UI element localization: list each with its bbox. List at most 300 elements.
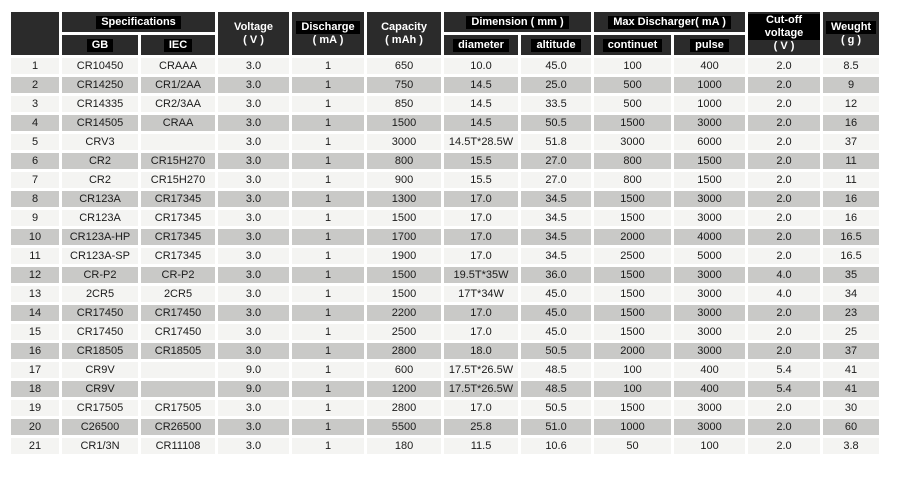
data-cell: 100 [594, 362, 671, 378]
data-cell: 1 [292, 419, 364, 435]
data-cell: 2.0 [748, 400, 820, 416]
row-number-cell: 15 [11, 324, 59, 340]
table-row [11, 172, 879, 188]
data-cell: CR17505 [62, 400, 138, 416]
row-number-cell: 11 [11, 248, 59, 264]
data-cell: 500 [594, 96, 671, 112]
data-cell: 500 [594, 77, 671, 93]
data-cell: 48.5 [521, 381, 591, 397]
data-cell: CRV3 [62, 134, 138, 150]
data-cell: 4.0 [748, 267, 820, 283]
table-row [11, 77, 879, 93]
data-cell: 19.5T*35W [444, 267, 518, 283]
data-cell: 1500 [594, 305, 671, 321]
data-cell: 25 [823, 324, 879, 340]
data-cell: 1500 [594, 400, 671, 416]
table-row [11, 438, 879, 454]
data-cell: 1 [292, 191, 364, 207]
data-cell: 3000 [674, 324, 745, 340]
table-row [11, 400, 879, 416]
iec-label: IEC [164, 39, 192, 52]
data-cell: 34.5 [521, 229, 591, 245]
table-row [11, 153, 879, 169]
data-cell: 3.0 [218, 115, 289, 131]
data-cell: 1500 [594, 324, 671, 340]
table-body [11, 58, 879, 454]
data-cell: 800 [367, 153, 441, 169]
data-cell: 2.0 [748, 96, 820, 112]
data-cell: 1 [292, 324, 364, 340]
data-cell: 50.5 [521, 115, 591, 131]
data-cell: 1000 [674, 96, 745, 112]
gb-label: GB [87, 39, 114, 52]
data-cell: 1 [292, 381, 364, 397]
data-cell: CR9V [62, 362, 138, 378]
data-cell: 1 [292, 172, 364, 188]
data-cell: 34.5 [521, 248, 591, 264]
data-cell: 3000 [594, 134, 671, 150]
data-cell: 25.0 [521, 77, 591, 93]
weight-header [823, 12, 879, 55]
voltage-label: Voltage [234, 20, 273, 33]
data-cell: 3.0 [218, 267, 289, 283]
data-cell: 1 [292, 58, 364, 74]
data-cell: 1 [292, 115, 364, 131]
data-cell: 1500 [674, 172, 745, 188]
data-cell: 45.0 [521, 58, 591, 74]
table-row [11, 419, 879, 435]
row-number-cell: 16 [11, 343, 59, 359]
data-cell: 2CR5 [62, 286, 138, 302]
data-cell: 1 [292, 400, 364, 416]
data-cell: CR9V [62, 381, 138, 397]
data-cell: 850 [367, 96, 441, 112]
diameter-subheader [444, 35, 518, 55]
data-cell: 36.0 [521, 267, 591, 283]
data-cell: 4.0 [748, 286, 820, 302]
table-row [11, 286, 879, 302]
data-cell: 180 [367, 438, 441, 454]
data-cell: 2500 [367, 324, 441, 340]
data-cell: 900 [367, 172, 441, 188]
continuet-subheader [594, 35, 671, 55]
data-cell: 6000 [674, 134, 745, 150]
data-cell: 11 [823, 172, 879, 188]
data-cell: CR2/3AA [141, 96, 215, 112]
data-cell: CR123A [62, 191, 138, 207]
data-cell: 2000 [594, 343, 671, 359]
data-cell: 17.5T*26.5W [444, 381, 518, 397]
data-cell: CR14335 [62, 96, 138, 112]
data-cell: 1500 [367, 210, 441, 226]
data-cell: 2CR5 [141, 286, 215, 302]
data-cell: 1 [292, 438, 364, 454]
table-row [11, 362, 879, 378]
data-cell: 3000 [674, 210, 745, 226]
data-cell: 23 [823, 305, 879, 321]
data-cell: CR26500 [141, 419, 215, 435]
data-cell: 5.4 [748, 362, 820, 378]
data-cell: 17.0 [444, 305, 518, 321]
data-cell: 2.0 [748, 438, 820, 454]
data-cell: 48.5 [521, 362, 591, 378]
data-cell: 3.0 [218, 96, 289, 112]
data-cell: 5000 [674, 248, 745, 264]
altitude-label: altitude [531, 39, 580, 52]
data-cell: 15.5 [444, 153, 518, 169]
data-cell [141, 134, 215, 150]
data-cell: CR2 [62, 172, 138, 188]
discharge-unit: ( mA ) [312, 33, 344, 46]
data-cell: CR18505 [62, 343, 138, 359]
row-number-cell: 19 [11, 400, 59, 416]
data-cell: 600 [367, 362, 441, 378]
data-cell: 1500 [594, 210, 671, 226]
data-cell: CR1/3N [62, 438, 138, 454]
data-cell: 1500 [367, 286, 441, 302]
data-cell [141, 362, 215, 378]
data-cell: 14.5 [444, 115, 518, 131]
table-row [11, 305, 879, 321]
capacity-unit: ( mAh ) [385, 33, 423, 46]
data-cell: 1 [292, 362, 364, 378]
data-cell: 34 [823, 286, 879, 302]
data-cell: 3000 [674, 191, 745, 207]
data-cell: 2.0 [748, 343, 820, 359]
data-cell: 1 [292, 305, 364, 321]
data-cell: CR14250 [62, 77, 138, 93]
data-cell: CR-P2 [62, 267, 138, 283]
data-cell: 2.0 [748, 324, 820, 340]
data-cell: 3000 [674, 286, 745, 302]
data-cell: CR123A-SP [62, 248, 138, 264]
data-cell: 17.0 [444, 324, 518, 340]
gb-subheader [62, 35, 138, 55]
data-cell: 16 [823, 115, 879, 131]
altitude-subheader [521, 35, 591, 55]
data-cell: CR10450 [62, 58, 138, 74]
data-cell: 2800 [367, 400, 441, 416]
row-number-cell: 12 [11, 267, 59, 283]
data-cell: 3000 [674, 115, 745, 131]
row-number-cell: 14 [11, 305, 59, 321]
max-discharger-label: Max Discharger( mA ) [608, 16, 731, 29]
data-cell: 15.5 [444, 172, 518, 188]
table-row [11, 96, 879, 112]
discharge-header [292, 12, 364, 55]
data-cell: 1500 [674, 153, 745, 169]
row-number-cell: 5 [11, 134, 59, 150]
specifications-label: Specifications [96, 16, 181, 29]
data-cell: 18.0 [444, 343, 518, 359]
row-number-cell: 6 [11, 153, 59, 169]
data-cell: 45.0 [521, 286, 591, 302]
table-row [11, 324, 879, 340]
data-cell: 33.5 [521, 96, 591, 112]
data-cell: 34.5 [521, 210, 591, 226]
row-number-cell: 8 [11, 191, 59, 207]
data-cell: 2.0 [748, 210, 820, 226]
data-cell: 35 [823, 267, 879, 283]
row-number-cell: 18 [11, 381, 59, 397]
data-cell: 3.0 [218, 419, 289, 435]
table-row [11, 381, 879, 397]
data-cell: 17.0 [444, 229, 518, 245]
data-cell: CR17450 [62, 324, 138, 340]
data-cell: 3000 [674, 305, 745, 321]
data-cell: 5.4 [748, 381, 820, 397]
data-cell: CR15H270 [141, 172, 215, 188]
data-cell: 41 [823, 362, 879, 378]
data-cell: 3000 [674, 419, 745, 435]
data-cell: CR17450 [141, 305, 215, 321]
row-number-cell: 4 [11, 115, 59, 131]
data-cell: 1200 [367, 381, 441, 397]
data-cell: 30 [823, 400, 879, 416]
cutoff-voltage-header [748, 12, 820, 55]
data-cell: 2800 [367, 343, 441, 359]
data-cell: 27.0 [521, 172, 591, 188]
table-row [11, 267, 879, 283]
data-cell: 1 [292, 77, 364, 93]
table-row [11, 58, 879, 74]
data-cell: CR17450 [62, 305, 138, 321]
pulse-subheader [674, 35, 745, 55]
continuet-label: continuet [603, 39, 663, 52]
data-cell: 2.0 [748, 419, 820, 435]
table-row [11, 115, 879, 131]
data-cell: 14.5 [444, 77, 518, 93]
cutoff-voltage-unit: ( V ) [773, 40, 795, 52]
data-cell: 16.5 [823, 248, 879, 264]
data-cell: 51.0 [521, 419, 591, 435]
dimension-header [444, 12, 591, 32]
row-number-cell: 13 [11, 286, 59, 302]
data-cell: 2.0 [748, 172, 820, 188]
row-number-cell: 17 [11, 362, 59, 378]
weight-label: Weught [826, 21, 876, 34]
table-row [11, 248, 879, 264]
data-cell: 16 [823, 191, 879, 207]
data-cell: 2.0 [748, 153, 820, 169]
data-cell: 14.5T*28.5W [444, 134, 518, 150]
row-number-cell: 21 [11, 438, 59, 454]
data-cell: 100 [674, 438, 745, 454]
data-cell: 2.0 [748, 191, 820, 207]
data-cell: 11 [823, 153, 879, 169]
data-cell: 3.0 [218, 438, 289, 454]
data-cell: 100 [594, 381, 671, 397]
table-row [11, 134, 879, 150]
data-cell: 1300 [367, 191, 441, 207]
data-cell: 17.0 [444, 400, 518, 416]
data-cell: 1 [292, 248, 364, 264]
data-cell: 1 [292, 343, 364, 359]
diameter-label: diameter [453, 39, 509, 52]
data-cell: 17.5T*26.5W [444, 362, 518, 378]
data-cell: 14.5 [444, 96, 518, 112]
data-cell: 1500 [594, 286, 671, 302]
data-cell: 1900 [367, 248, 441, 264]
data-cell: 1500 [367, 267, 441, 283]
data-cell: 3.0 [218, 305, 289, 321]
data-cell: 34.5 [521, 191, 591, 207]
data-cell: CR17345 [141, 191, 215, 207]
data-cell: 3.0 [218, 229, 289, 245]
data-cell: 11.5 [444, 438, 518, 454]
data-cell: 3000 [367, 134, 441, 150]
data-cell: 45.0 [521, 324, 591, 340]
specifications-header [62, 12, 215, 32]
data-cell: 16 [823, 210, 879, 226]
data-cell: 16.5 [823, 229, 879, 245]
data-cell: 4000 [674, 229, 745, 245]
data-cell: 17T*34W [444, 286, 518, 302]
capacity-header [367, 12, 441, 55]
voltage-unit: ( V ) [243, 33, 264, 46]
data-cell: 1 [292, 153, 364, 169]
row-number-cell: 1 [11, 58, 59, 74]
row-number-cell: 3 [11, 96, 59, 112]
data-cell: CR14505 [62, 115, 138, 131]
data-cell: 100 [594, 58, 671, 74]
data-cell: 1 [292, 267, 364, 283]
data-cell: 17.0 [444, 191, 518, 207]
data-cell: 1 [292, 229, 364, 245]
data-cell: 10.0 [444, 58, 518, 74]
row-number-cell: 2 [11, 77, 59, 93]
data-cell: 8.5 [823, 58, 879, 74]
data-cell: 1500 [367, 115, 441, 131]
data-cell: CR18505 [141, 343, 215, 359]
data-cell: CRAA [141, 115, 215, 131]
data-cell: 1500 [594, 115, 671, 131]
data-cell: 41 [823, 381, 879, 397]
data-cell: 1700 [367, 229, 441, 245]
data-cell: 3.0 [218, 343, 289, 359]
dimension-label: Dimension ( mm ) [466, 16, 568, 29]
data-cell: 2.0 [748, 58, 820, 74]
data-cell [141, 381, 215, 397]
weight-unit: ( g ) [840, 33, 862, 46]
iec-subheader [141, 35, 215, 55]
data-cell: 1 [292, 210, 364, 226]
table-header [11, 12, 879, 55]
data-cell: CR1/2AA [141, 77, 215, 93]
data-cell: 9 [823, 77, 879, 93]
data-cell: 3.0 [218, 248, 289, 264]
data-cell: CR11108 [141, 438, 215, 454]
data-cell: 400 [674, 58, 745, 74]
data-cell: 9.0 [218, 381, 289, 397]
data-cell: 17.0 [444, 210, 518, 226]
header-row-top [11, 12, 879, 32]
data-cell: 3.0 [218, 210, 289, 226]
data-cell: 3.0 [218, 324, 289, 340]
data-cell: 50.5 [521, 400, 591, 416]
max-discharger-header [594, 12, 745, 32]
data-cell: 10.6 [521, 438, 591, 454]
data-cell: CR2 [62, 153, 138, 169]
data-cell: 5500 [367, 419, 441, 435]
data-cell: 800 [594, 172, 671, 188]
data-cell: 3000 [674, 267, 745, 283]
data-cell: 3.0 [218, 172, 289, 188]
voltage-header [218, 12, 289, 55]
data-cell: CR17450 [141, 324, 215, 340]
data-cell: CR17505 [141, 400, 215, 416]
data-cell: 750 [367, 77, 441, 93]
data-cell: 3.0 [218, 400, 289, 416]
data-cell: 2500 [594, 248, 671, 264]
data-cell: CR17345 [141, 248, 215, 264]
row-number-cell: 7 [11, 172, 59, 188]
data-cell: 9.0 [218, 362, 289, 378]
data-cell: 3000 [674, 343, 745, 359]
data-cell: CR123A [62, 210, 138, 226]
data-cell: 650 [367, 58, 441, 74]
table-row [11, 210, 879, 226]
data-cell: 3.0 [218, 191, 289, 207]
data-cell: 1000 [674, 77, 745, 93]
data-cell: 2.0 [748, 134, 820, 150]
data-cell: 400 [674, 362, 745, 378]
battery-spec-table [8, 9, 882, 457]
row-number-cell: 10 [11, 229, 59, 245]
data-cell: 1 [292, 96, 364, 112]
table-row [11, 191, 879, 207]
data-cell: 2.0 [748, 305, 820, 321]
data-cell: 2200 [367, 305, 441, 321]
data-cell: 2.0 [748, 229, 820, 245]
data-cell: 3.0 [218, 286, 289, 302]
row-number-header [11, 12, 59, 55]
discharge-label: Discharge [296, 21, 359, 34]
data-cell: CRAAA [141, 58, 215, 74]
data-cell: 3.0 [218, 58, 289, 74]
data-cell: CR17345 [141, 229, 215, 245]
data-cell: 60 [823, 419, 879, 435]
data-cell: 1500 [594, 191, 671, 207]
data-cell: 37 [823, 343, 879, 359]
data-cell: 2.0 [748, 77, 820, 93]
data-cell: 3.0 [218, 77, 289, 93]
data-cell: 50.5 [521, 343, 591, 359]
data-cell: 3000 [674, 400, 745, 416]
pulse-label: pulse [690, 39, 729, 52]
data-cell: 3.8 [823, 438, 879, 454]
data-cell: 45.0 [521, 305, 591, 321]
data-cell: 51.8 [521, 134, 591, 150]
data-cell: 27.0 [521, 153, 591, 169]
data-cell: 2.0 [748, 248, 820, 264]
data-cell: 3.0 [218, 153, 289, 169]
data-cell: 12 [823, 96, 879, 112]
capacity-label: Capacity [381, 20, 427, 33]
data-cell: 400 [674, 381, 745, 397]
data-cell: 37 [823, 134, 879, 150]
data-cell: CR-P2 [141, 267, 215, 283]
data-cell: 2000 [594, 229, 671, 245]
data-cell: 1 [292, 134, 364, 150]
row-number-cell: 20 [11, 419, 59, 435]
cutoff-voltage-label: Cut-off voltage [748, 14, 820, 40]
data-cell: 3.0 [218, 134, 289, 150]
data-cell: 1 [292, 286, 364, 302]
data-cell: 1000 [594, 419, 671, 435]
data-cell: CR15H270 [141, 153, 215, 169]
data-cell: 1500 [594, 267, 671, 283]
